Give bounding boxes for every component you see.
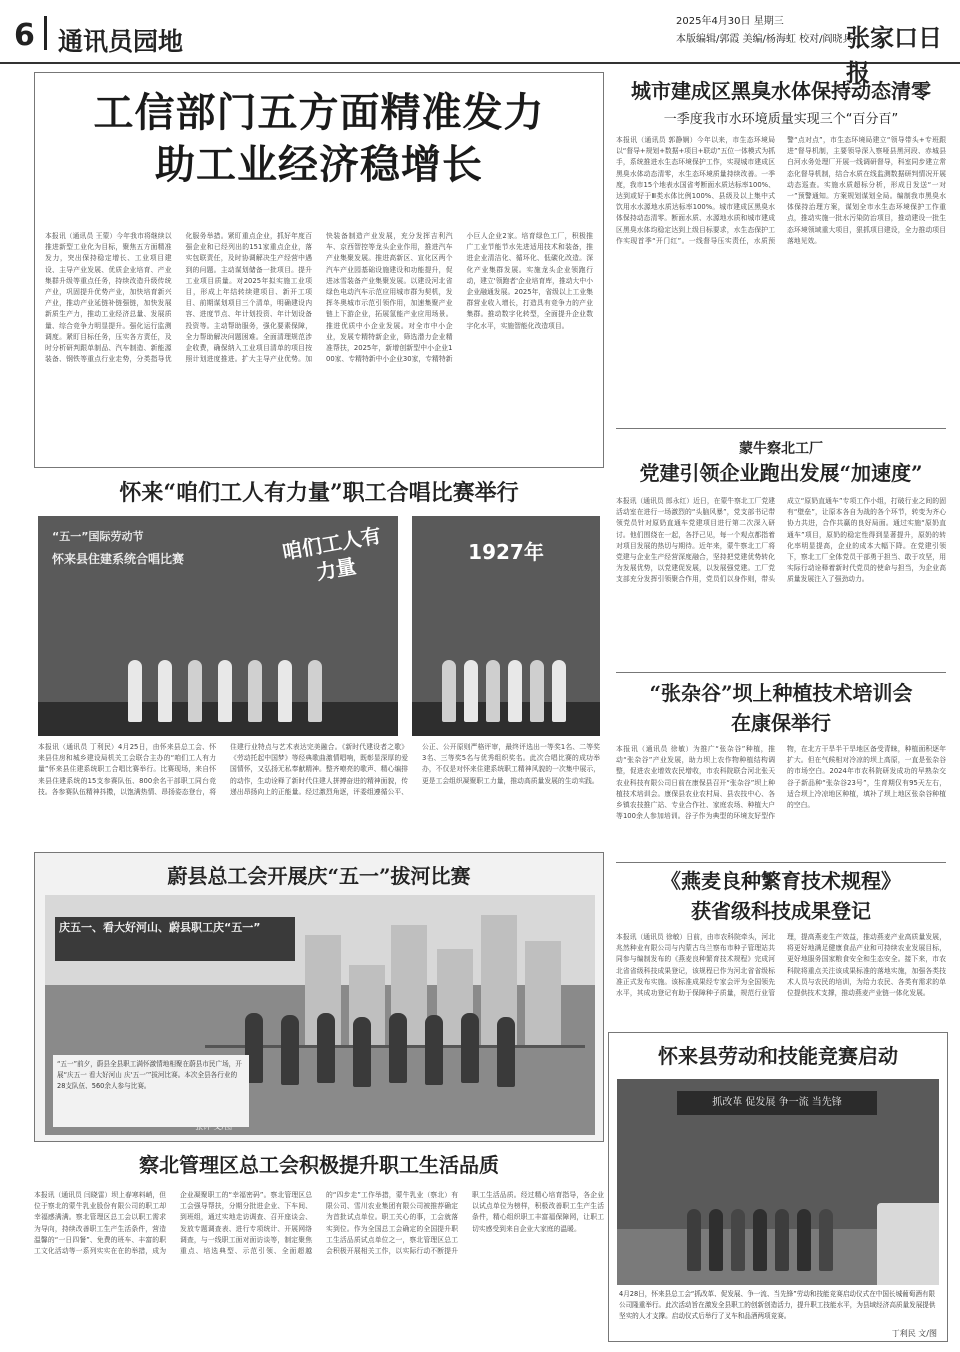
header-divider xyxy=(44,16,47,50)
mengniu-headline: 党建引领企业跑出发展“加速度” xyxy=(639,461,923,485)
singer-figure xyxy=(464,660,478,722)
puller-figure xyxy=(425,1015,443,1085)
singer-figure xyxy=(442,660,456,722)
skills-photo xyxy=(617,1079,939,1285)
puller-figure xyxy=(461,1013,479,1083)
person-figure xyxy=(797,1209,811,1271)
choir-story-headline-wrap xyxy=(34,478,604,508)
singer-figure xyxy=(128,660,142,722)
section-title: 通讯员园地 xyxy=(58,27,184,56)
puller-figure xyxy=(389,1013,407,1083)
choir-banner-line1: “五一”国际劳动节 xyxy=(52,530,144,543)
tug-credit: 张钟 文/图 xyxy=(195,1122,233,1131)
puller-figure xyxy=(497,1017,515,1087)
skills-credit: 丁利民 文/图 xyxy=(891,1329,937,1338)
tug-banner: 庆五一、看大好河山、蔚县职工庆“五一” xyxy=(55,917,295,961)
singer-figure xyxy=(218,660,232,722)
lead-story xyxy=(34,72,604,468)
skills-story xyxy=(608,1032,948,1342)
building xyxy=(525,941,561,1045)
issue-date: 2025年4月30日 星期三 xyxy=(676,16,784,27)
masthead-logo: 张家口日报 xyxy=(846,23,942,87)
lead-body: 本报讯（通讯员 王蒙）今年我市将继续以推进新型工业化为目标，聚焦五方面精准发力，突出保持稳定增长、工业项目建设、主导产业发展、优质企业培育、产业集群升级等重点任务，持续改造升级传统产业，巩固提升优势产业，加快培育新兴产业，推动产业延链补链强链，加快发展新质生产力，推动工业经济总量、发展质量、综合竞争力明显提升。强化运行监测调度。紧盯目标任务，压实各方责任，及时分析研判跟单制品、汽车制造、新能源装备、钢铁等重点行业走势，分类指导优化服务举措。紧盯重点企业，抓好年度百强企业和已经列出的151家重点企业，落实包联责任，及时协调解决生产经营中遇到的问题。主动谋划储备一批项目。提升工业项目质量。对2025年拟实施工业项目，形成上年结转续建项目、新开工项目、前期谋划项目三个清单，明确建设内容、进度节点、年计划投资、年计划设备投资等。主动帮助服务，强化要素保障，全力帮助解决问题困难。全面清理规范涉企收费，确保纳入工业项目清单的项目按照计划进度推进。扩大主导产业优势。加快装备制造产业发展，充分发挥吉利汽车、京西智控等龙头企业作用，推进汽车产业集聚发展。推进高新区、宣化区两个汽车产业园基础设施建设和功能提升，促进冰雪装备产业集聚发展。以建设河北省绿色电动汽车示范应用城市群为契机，发挥冬奥城市示范引领作用，加速集聚产业链上下游企业，拓展氢能产业应用场景。推进优质中小企业发展。对全市中小企业，发展专精特新企业，筛选潜力企业精准帮扶，2025年，新增创新型中小企业100家、专精特新中小企业30家，专精特新小巨人企业2家。培育绿色工厂，积极推广工业节能节水先进适用技术和装备，推进企业清洁化、循环化、低碳化改造。深化产业集群发展。实施龙头企业领跑行动，建立'领跑者'企业培育库，推动大中小企业融通发展。2025年，省级以上工业集群营业收入增长，打造具有竞争力的产业集群。推动数字化转型，全面提升企业数字化水平，实施智能化改造项目。 xyxy=(45,232,593,364)
tug-caption: “五一”前夕，蔚县全县职工满怀激情地相聚在蔚县市民广场，开展“庆五一 看大好河山 庆‘五一’”拔河比赛。本次全县各行业的28支队伍、560余人参与比赛。 xyxy=(53,1055,249,1127)
singer-figure xyxy=(248,660,262,722)
mengniu-kicker: 蒙牛察北工厂 xyxy=(739,441,823,457)
singer-figure xyxy=(308,660,322,722)
choir-side-slogan: 咱们工人有力量 xyxy=(280,523,383,585)
city-water-headline: 城市建成区黑臭水体保持动态清零 xyxy=(631,79,931,103)
skills-headline: 怀来县劳动和技能竞赛启动 xyxy=(658,1044,898,1068)
chabei-story xyxy=(34,1150,604,1346)
singer-figure xyxy=(552,660,566,722)
choir-banner-line2: 怀来县住建系统合唱比赛 xyxy=(52,552,185,566)
divider xyxy=(616,862,946,863)
page-header xyxy=(0,0,960,87)
skills-caption: 4月28日，怀来县总工会“抓改革、促发展、争一流、当先锋”劳动和技能竞赛启动仪式在中国长城葡萄酒有限公司隆重举行。此次活动旨在激发全县职工的创新创造活力，提升职工技能水平，为县域经济高质量发展提供坚实的人才支撑。启动仪式后举行了叉车和品酒两项竞赛。 xyxy=(619,1290,936,1320)
choir-photo-left xyxy=(38,516,398,736)
city-water-story xyxy=(616,76,946,414)
choir-headline: 怀来“咱们工人有力量”职工合唱比赛举行 xyxy=(119,480,519,506)
oats-headline-line2: 获省级科技成果登记 xyxy=(691,899,871,923)
tug-headline: 蔚县总工会开展庆“五一”拔河比赛 xyxy=(167,864,471,888)
singer-figure xyxy=(158,660,172,722)
training-headline-line2: 在康保举行 xyxy=(731,711,831,735)
training-story xyxy=(616,678,946,821)
singer-figure xyxy=(530,660,544,722)
person-figure xyxy=(687,1209,701,1271)
puller-figure xyxy=(317,1013,335,1083)
singer-figure xyxy=(508,660,522,722)
page-number: 6 xyxy=(14,18,35,53)
person-figure xyxy=(709,1209,723,1271)
choir-body: 本报讯（通讯员 丁利民）4月25日，由怀来县总工会、怀来县住房和城乡建设局机关工会联合主办的“咱们工人有力量”怀来县住建系统职工合唱比赛举行。比赛现场，来自怀来县住建系统的15支参赛队伍、800余名干部职工同台竞技。各参赛队伍精神抖擞，以饱满热情、昂扬姿态登台，将住建行业特点与艺术表达完美融合。《新时代建设者之歌》《劳动托起中国梦》等经典歌曲激情唱响，既彰显深厚的爱国情怀，又弘扬无私奉献精神。整齐嘹亮的歌声、精心编排的动作，生动诠释了新时代住建人拼搏奋进的精神面貌，传递出昂扬向上的正能量。经过激烈角逐，评委组遵循公平、公正、公开原则严格评审，最终评选出一等奖1名、二等奖3名、三等奖5名与优秀组织奖名。此次合唱比赛的成功举办，不仅是对怀来住建系统职工精神风貌的一次集中展示，更是工会组织凝聚职工力量，推动高质量发展的生动实践。 xyxy=(38,743,600,796)
oats-story xyxy=(616,866,946,1038)
lead-headline-line2: 助工业经济稳增长 xyxy=(155,142,483,188)
mengniu-body: 本报讯（通讯员 郎永红）近日，在蒙牛察北工厂党建活动室在进行一场激烈的“头脑风暴”，党支部书记带领党员针对原奶直通车党建项目进行第二次深入研讨。他们围绕在一起，各抒己见，每一个观点都指着对项目发展的热切与期待。近年来，蒙牛察北工厂将党建与企业生产经营深度融合，坚持把党建优势转化为发展优势，以党建促发展，以发展强党建。工厂党支部充分发挥引领聚合作用，党员们以身作则，带头成立“原奶直通车”专项工作小组，打破行业之间的固有“壁垒”，让原本各自为战的各个环节，转变为齐心协力共进，合作共赢的良好局面。通过实施“原奶直通车”项目，原奶的稳定性得到显著提升，原奶的转化率明显提高，企业的成本大幅下降。在党建引领下，察北工厂全体党员干部勇于担当、敢于攻坚，用实际行动诠释着新时代党员的使命与担当，为企业高质量发展注入了强劲动力。 xyxy=(616,497,946,584)
training-headline-line1: “张杂谷”坝上种植技术培训会 xyxy=(649,681,913,705)
mengniu-story xyxy=(616,438,946,664)
person-figure xyxy=(775,1209,789,1271)
person-figure xyxy=(731,1209,745,1271)
person-figure xyxy=(819,1209,833,1271)
singer-figure xyxy=(188,660,202,722)
forklift-image xyxy=(877,1203,939,1285)
choir-right-banner: 1927年 xyxy=(468,540,544,564)
chabei-headline: 察北管理区总工会积极提升职工生活品质 xyxy=(139,1153,499,1177)
puller-figure xyxy=(281,1015,299,1085)
oats-headline-line1: 《燕麦良种繁育技术规程》 xyxy=(661,869,901,893)
singer-figure xyxy=(278,660,292,722)
lead-headline-line1: 工信部门五方面精准发力 xyxy=(93,90,545,136)
stage-floor xyxy=(412,702,600,736)
tug-story xyxy=(34,852,604,1142)
divider xyxy=(616,672,946,673)
training-body: 本报讯（通讯员 徐敏）为推广“张杂谷”种植，推动“张杂谷”产业发展，助力坝上农作物种植结构调整，促进农业增效农民增收，市农科院联合河北张天农业科技有限公司日前在康保县召开“张杂谷”坝上种植技术培训会。康保县农业农村局、县农技中心、各乡镇农技推广站、专业合作社、家庭农场、种植大户等100余人参加培训。谷子作为典型的环境友好型作物，在北方干旱半干旱地区备受青睐，种植面积逐年扩大。但在气候相对冷凉的坝上高原，一直是张杂谷的市场空白。2024年市农科院研发成功的早熟杂交谷子新品种“张杂谷23号”，生育期仅有95天左右，适合坝上冷凉地区种植，填补了坝上地区张杂谷种植的空白。 xyxy=(616,745,946,821)
city-water-subtitle: 一季度我市水环境质量实现三个“百分百” xyxy=(663,112,899,127)
divider xyxy=(616,428,946,429)
skills-banner: 抓改革 促发展 争一流 当先锋 xyxy=(677,1091,877,1115)
city-water-body: 本报讯（通讯员 郭静娴）今年以来，市生态环境局以“督导+规划+数据+项目+联动”五位一体模式为抓手，系统推进水生态环境保护工作，实现城市建成区黑臭水体动态清零，水生态环境质量持续改善。一季度，我市15个地表水国省考断面水质达标率100%、达到或好于Ⅲ类水体比例100%、县级及以上集中式饮用水水源地水质达标率100%。城市建成区黑臭水体保持动态清零。断面水质、水源地水质和城市建成区黑臭水体均稳定达到上级目标要求，水生态保护工作实现首季“开门红”。一线督导压实责任，水质预警“点对点”，市生态环境局建立“领导带头+专班跟进”督导机制，主要领导深入察哑县黑河段、赤城县白河水务处理厂开展一线调研督导，科室同步建立常态化督导机制，结合水质在线监测数据研判情况开展动态巡查。实施水质超标分析，形成日发送“一对一”预警通知。方案规划谋划全局。编制我市黑臭水体保持治理方案，谋划全市水生态环境保护工作重点，推动实施一批水污染防治项目，推动建设一批生态环境领域重大项目，狠抓项目建设，全力推动项目落地见效。 xyxy=(616,136,946,245)
choir-photo-right xyxy=(412,516,600,736)
chabei-body: 本报讯（通讯员 闫晓雷）坝上春寒料峭，但位于察北的蒙牛乳业股份有限公司的职工却幸福感满满。察北管理区总工会以职工需求为导向，持续改善职工生产生活条件，营造温馨的“一日四餐”、免费的班车、丰富的职工文化活动等一系列实实在在的举措，成为企业凝聚职工的“幸福密码”。察北管理区总工会强导帮扶，分期分批进企业、下车间、到班组，通过实地走访调查、召开座谈会、发放专题调查表、进行专项统计、开展网络调查，与一线职工面对面访谈等，制定聚焦重点、培选典型、示范引领、全面超越的“四步走”工作举措，蒙牛乳业（察北）有限公司、雪川农业集团有限公司被推荐确定为首批试点单位。职工关心的事，工会就落实到位。作为全国总工会确定的全国提升职工生活品质试点单位之一，察北管理区总工会积极开展相关工作，以实际行动不断提升职工生活品质。经过精心培育指导，各企业以试点单位为榜样，积极改善职工生产生活条件，精心组织职工丰富福保障网，让职工切实感受到来自企业大家庭的温暖。 xyxy=(34,1191,604,1256)
editor-credits: 本版编辑/郭霞 美编/杨海虹 校对/阎晓兵 xyxy=(676,34,853,45)
oats-body: 本报讯（通讯员 徐敏）日前，由市农科院牵头，河北兆然种业有限公司与内蒙古乌兰察布市种子管理站共同参与编制发布的《燕麦良种繁育技术规程》完成河北省省级科技成果登记，该规程已作为河北省省级标准正式发布实施。该标准成果经专家会评为全国领先水平，其成功登记有助于保障种子质量，规范行业管理，提高燕麦生产效益，推动燕麦产业高质量发展，将更好地满足健康食品产业和可持续农业发展目标，更好地服务国家粮食安全和生态安全。接下来，市农科院将重点关注该成果标准的落地实施，加强各类技术人员与农民的培训，为给力农民、各类有需求的单位提供技术支撑，推动燕麦产业链一体化发展。 xyxy=(616,933,946,998)
singer-figure xyxy=(486,660,500,722)
tug-photo xyxy=(45,895,595,1135)
person-figure xyxy=(753,1209,767,1271)
puller-figure xyxy=(353,1017,371,1087)
